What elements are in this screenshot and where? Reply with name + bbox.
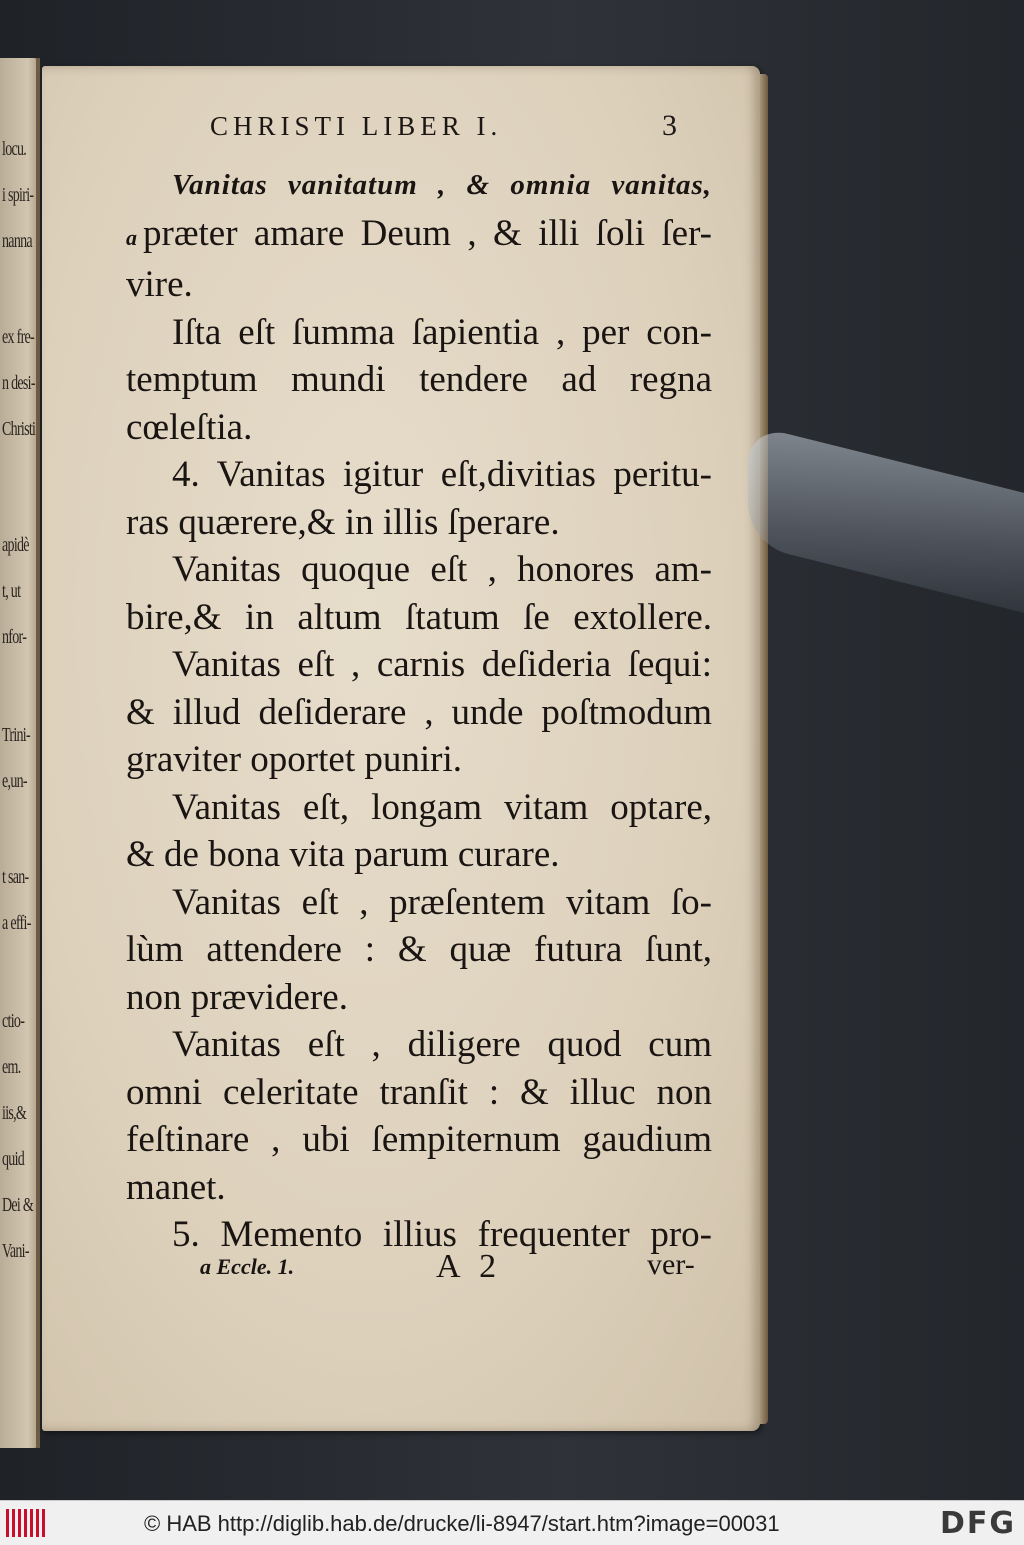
left-fragment: Trini- (2, 724, 30, 746)
left-page-gutter (36, 58, 40, 1448)
text-line-italic: Vanitas vanitatum , & omnia vanitas, (172, 169, 712, 201)
text-line: & de bona vita parum curare. (126, 834, 560, 875)
left-fragment: Christi (2, 418, 36, 440)
left-fragment: i spiri- (2, 184, 34, 206)
left-fragment: nanna (2, 230, 32, 252)
left-fragment: em. (2, 1056, 21, 1078)
left-fragment: ctio- (2, 1010, 25, 1032)
text-line: lùm attendere : & quæ futura ſunt, (126, 929, 712, 970)
text-line: 5. Memento illius frequenter pro- (172, 1214, 712, 1255)
footnote-marker: a (126, 224, 137, 250)
text-line-content: præter amare Deum , & illi ſoli ſer- (143, 212, 712, 254)
attribution-bar (0, 1500, 1024, 1545)
left-fragment: quid (2, 1148, 25, 1170)
book-page (42, 66, 760, 1431)
text-line: feſtinare , ubi ſempiternum gaudium (126, 1119, 712, 1160)
text-line: Vanitas eſt , præſentem vitam ſo- (172, 881, 712, 923)
left-fragment: e,un- (2, 770, 27, 792)
text-line: Iſta eſt ſumma ſapientia , per con- (172, 311, 712, 353)
text-line: bire,& in altum ſtatum ſe extollere. (126, 596, 712, 638)
left-fragment: a effi- (2, 912, 31, 934)
left-fragment: ex fre- (2, 326, 35, 348)
catchword: ver- (647, 1248, 695, 1281)
text-line: Vanitas quoque eſt , honores am- (172, 549, 712, 590)
text-line: non prævidere. (126, 976, 348, 1018)
footnote: a Eccle. 1. (200, 1254, 295, 1279)
left-fragment: Dei & (2, 1194, 34, 1216)
text-line: Vanitas eſt , diligere quod cum (172, 1024, 712, 1065)
text-line: ras quærere,& in illis ſperare. (126, 501, 560, 543)
left-fragment: iis,& (2, 1102, 27, 1124)
dfg-logo: DFG (939, 1506, 1016, 1541)
left-fragment: Vani- (2, 1240, 29, 1262)
text-line: temptum mundi tendere ad regna (126, 359, 712, 400)
page-footer (200, 1248, 720, 1288)
attribution-link[interactable]: © HAB http://diglib.hab.de/drucke/li-8947/start.htm?image=00031 (144, 1511, 780, 1536)
signature-mark: A 2 (436, 1248, 503, 1285)
text-line: graviter oportet puniri. (126, 739, 462, 780)
left-page-edge (0, 58, 40, 1448)
left-fragment: nfor- (2, 626, 27, 648)
text-line: vire. (126, 264, 193, 305)
left-fragment: apidè (2, 534, 29, 556)
left-fragment: locu. (2, 138, 27, 160)
page-number: 3 (662, 109, 677, 142)
running-header: CHRISTI LIBER I. (210, 111, 503, 141)
text-line (126, 210, 712, 262)
text-line: cœleſtia. (126, 406, 253, 448)
text-line: manet. (126, 1166, 226, 1208)
left-fragment: t san- (2, 866, 29, 888)
page-text (126, 162, 712, 1259)
text-line: omni celeritate tranſit : & illuc non (126, 1071, 712, 1113)
text-line: 4. Vanitas igitur eſt,divitias peritu- (172, 454, 712, 495)
text-line: Vanitas eſt, longam vitam optare, (172, 786, 712, 828)
left-fragment: n desi- (2, 372, 35, 394)
left-fragment: t, ut (2, 580, 21, 602)
hab-barcode-logo-icon (6, 1509, 46, 1537)
left-page-fragments (0, 58, 40, 1448)
text-line: & illud deſiderare , unde poſtmodum (126, 691, 712, 733)
text-line: Vanitas eſt , carnis deſideria ſequi: (172, 644, 712, 685)
